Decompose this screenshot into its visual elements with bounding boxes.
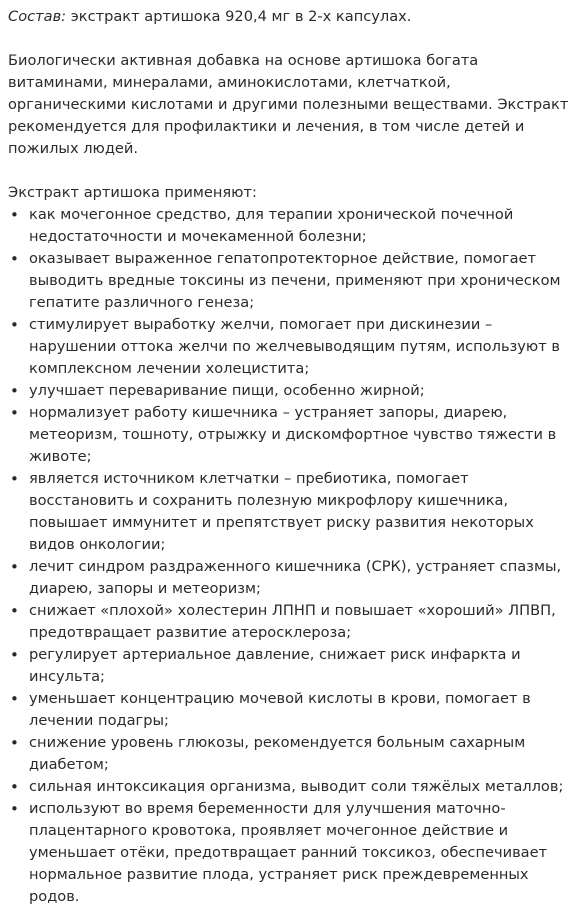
list-item-text: используют во время беременности для улучшения маточно-плацентарного кровотока, проявляет мочегонное действие и уменьшает отёки, предотвращает ранний токсикоз, обеспечивает нормальное развитие плода, устраняет риск преждевременных родов. — [29, 800, 548, 905]
bullet-icon: • — [10, 778, 19, 796]
list-item — [8, 600, 570, 644]
list-item-text: стимулирует выработку желчи, помогает при дискинезии – нарушении оттока желчи по желчевыводящим путям, используют в комплексном лечении холецистита; — [29, 316, 560, 377]
list-item-text: нормализует работу кишечника – устраняет запоры, диарею, метеоризм, тошноту, отрыжку и дискомфортное чувство тяжести в животе; — [29, 404, 557, 465]
list-item — [8, 402, 570, 468]
list-item-text: как мочегонное средство, для терапии хронической почечной недостаточности и мочекаменной болезни; — [29, 206, 514, 245]
list-item-text: сильная интоксикация организма, выводит соли тяжёлых металлов; — [29, 778, 564, 795]
list-item-text: уменьшает концентрацию мочевой кислоты в крови, помогает в лечении подагры; — [29, 690, 531, 729]
list-item — [8, 776, 570, 798]
bullet-icon: • — [10, 734, 19, 752]
intro-paragraph: Биологически активная добавка на основе артишока богата витаминами, минералами, аминокислотами, клетчаткой, органическими кислотами и другими полезными веществами. Экстракт рекомендуется для профилактики и лечения, в том числе детей и пожилых людей. — [8, 52, 569, 157]
composition-text: экстракт артишока 920,4 мг в 2-х капсулах. — [66, 8, 412, 25]
list-item-text: снижает «плохой» холестерин ЛПНП и повышает «хороший» ЛПВП, предотвращает развитие атеросклероза; — [29, 602, 556, 641]
composition-line — [8, 6, 570, 28]
bullet-icon: • — [10, 558, 19, 576]
composition-label: Состав: — [8, 8, 67, 25]
list-item — [8, 798, 570, 908]
uses-list — [8, 204, 570, 908]
bullet-icon: • — [10, 800, 19, 818]
list-item — [8, 204, 570, 248]
bullet-icon: • — [10, 690, 19, 708]
list-item-text: является источником клетчатки – пребиотика, помогает восстановить и сохранить полезную микрофлору кишечника, повышает иммунитет и препятствует риску развития некоторых видов онкологии; — [29, 470, 534, 553]
list-item-text: оказывает выраженное гепатопротекторное действие, помогает выводить вредные токсины из печени, применяют при хроническом гепатите различного генеза; — [29, 250, 561, 311]
bullet-icon: • — [10, 250, 19, 268]
bullet-icon: • — [10, 646, 19, 664]
list-item-text: лечит синдром раздраженного кишечника (СРК), устраняет спазмы, диарею, запоры и метеоризм; — [29, 558, 562, 597]
bullet-icon: • — [10, 602, 19, 620]
list-item — [8, 380, 570, 402]
uses-heading: Экстракт артишока применяют: — [8, 184, 257, 201]
list-item — [8, 248, 570, 314]
bullet-icon: • — [10, 470, 19, 488]
list-item — [8, 644, 570, 688]
bullet-icon: • — [10, 316, 19, 334]
list-item — [8, 732, 570, 776]
bullet-icon: • — [10, 382, 19, 400]
list-item — [8, 468, 570, 556]
bullet-icon: • — [10, 404, 19, 422]
list-item-text: снижение уровень глюкозы, рекомендуется больным сахарным диабетом; — [29, 734, 526, 773]
list-item-text: улучшает переваривание пищи, особенно жирной; — [29, 382, 425, 399]
list-item — [8, 314, 570, 380]
list-item — [8, 556, 570, 600]
list-item — [8, 688, 570, 732]
bullet-icon: • — [10, 206, 19, 224]
list-item-text: регулирует артериальное давление, снижает риск инфаркта и инсульта; — [29, 646, 521, 685]
